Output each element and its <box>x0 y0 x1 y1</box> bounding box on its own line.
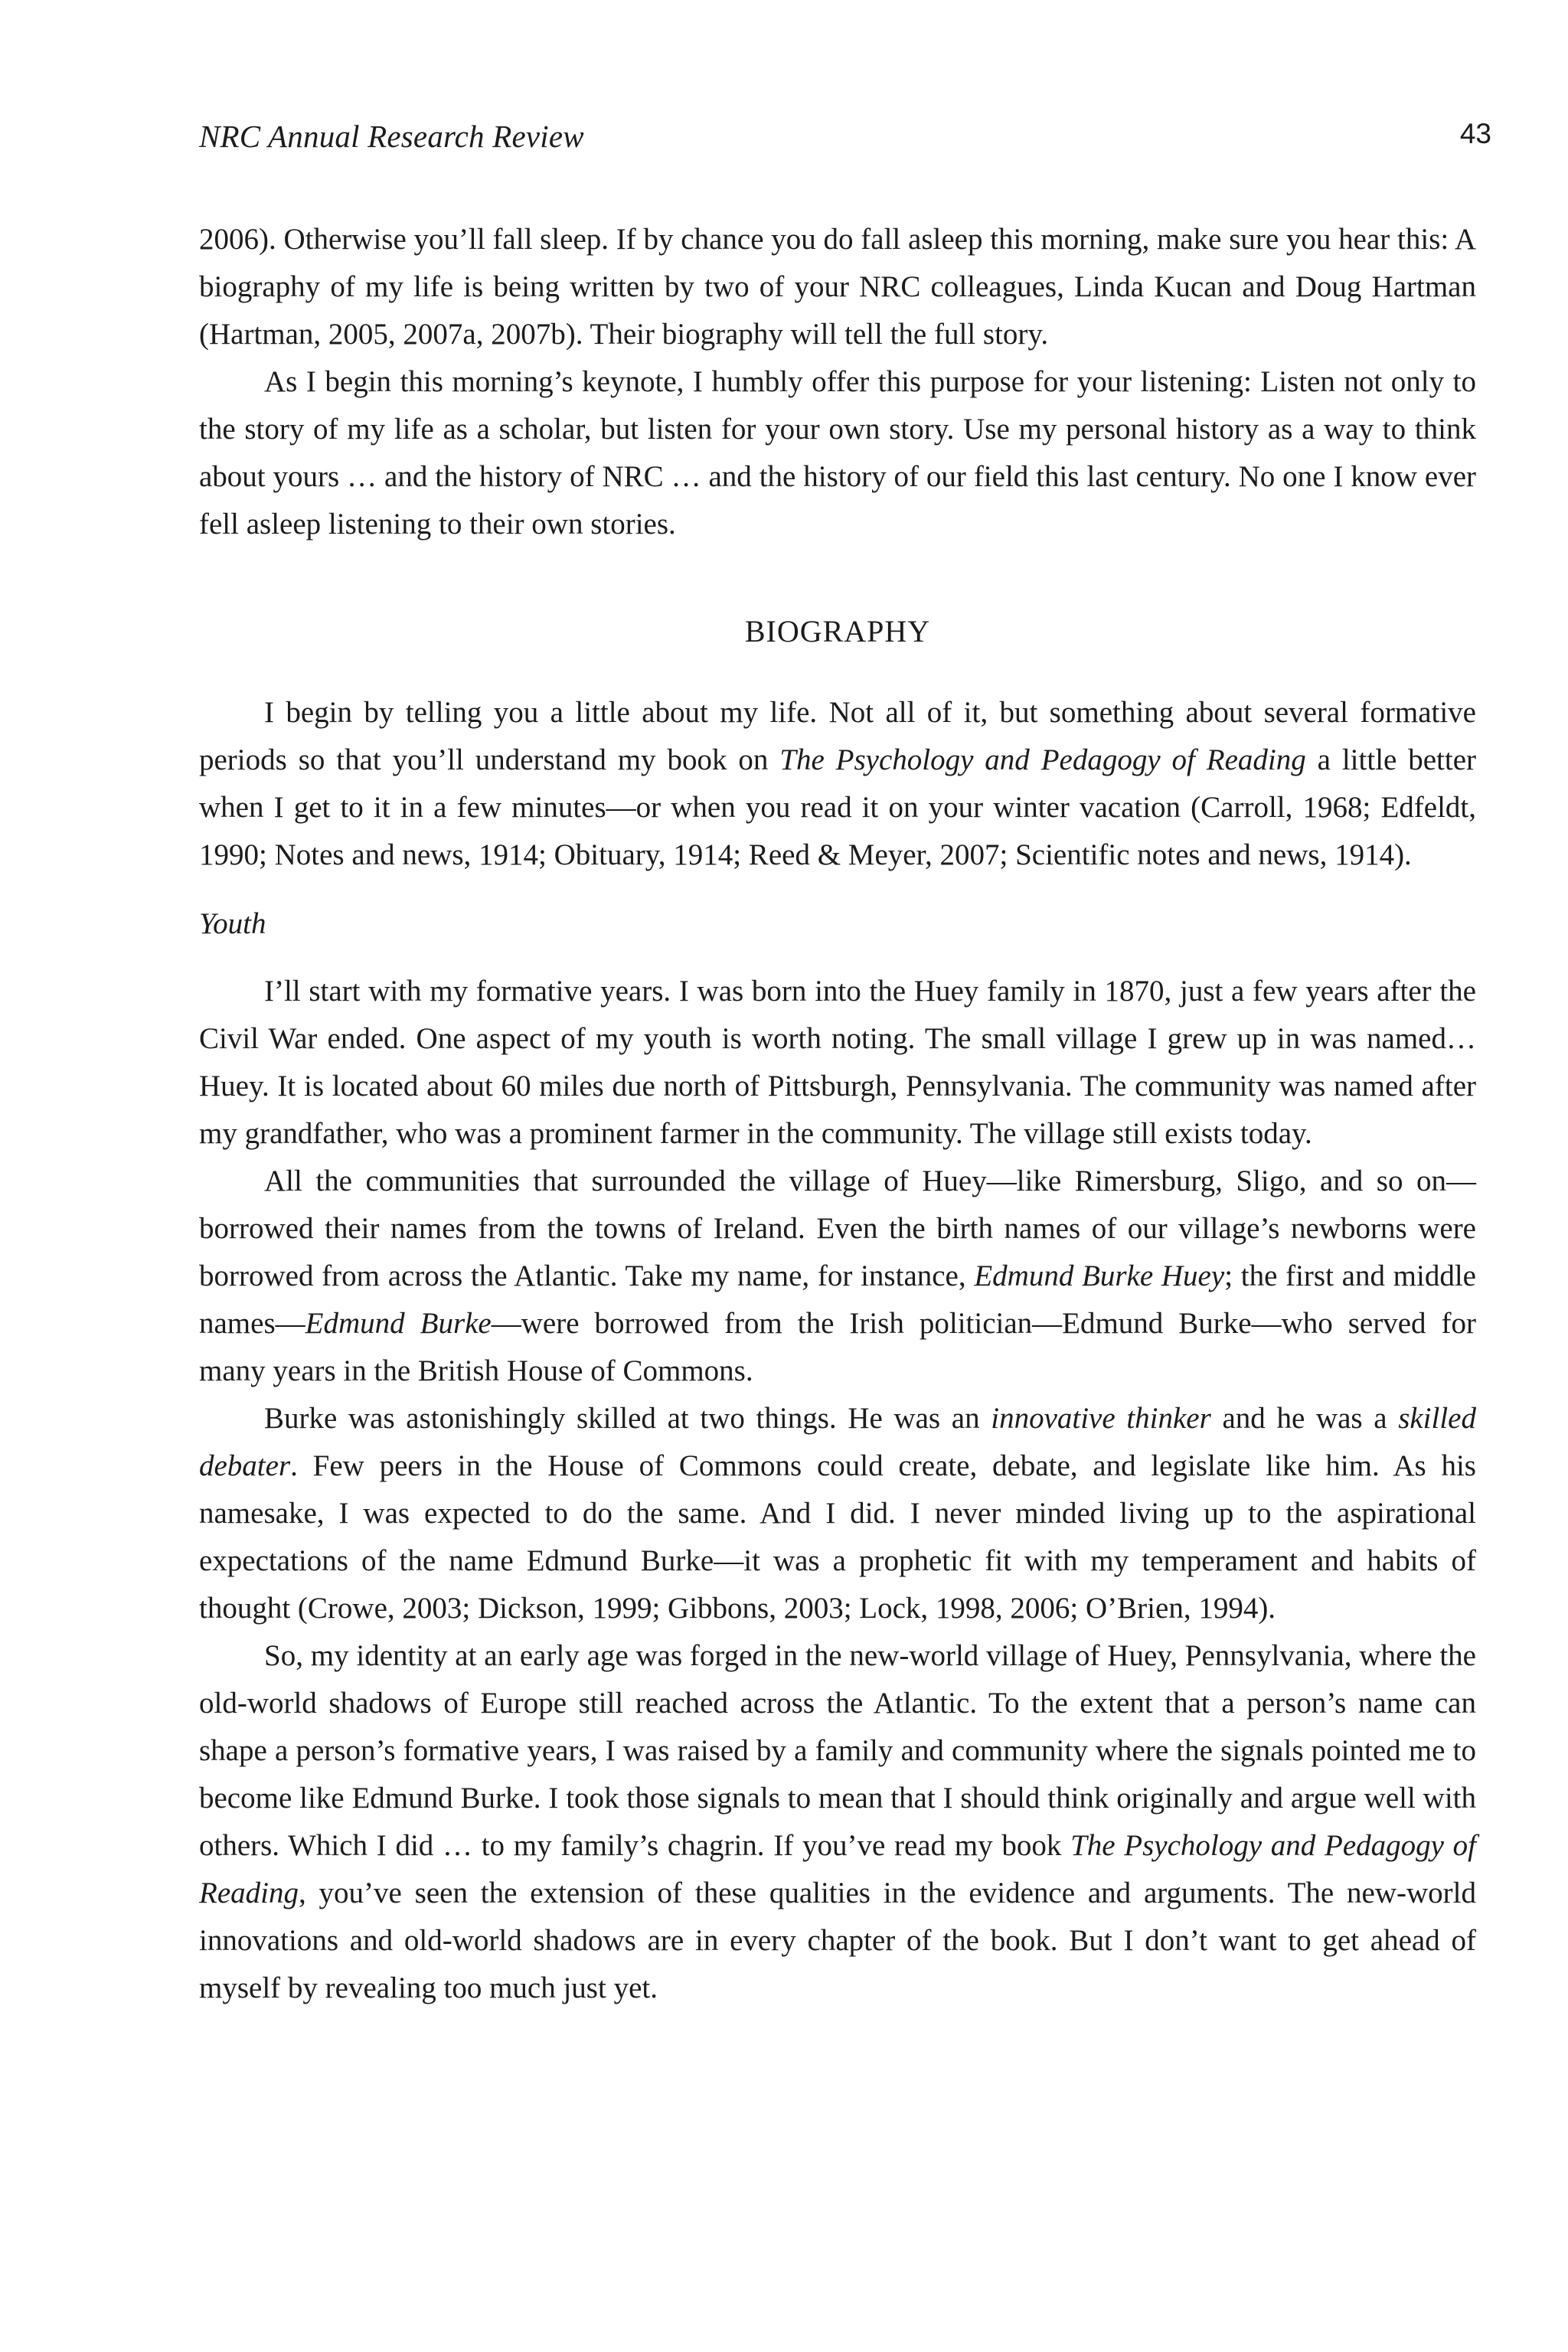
youth-p3-text-a: Burke was astonishingly skilled at two things. He was an <box>264 1402 991 1435</box>
biography-paragraph-1 <box>199 689 1476 879</box>
youth-p2-text-b: ; the first and middle names— <box>199 1259 1476 1340</box>
subheading-youth: Youth <box>199 907 266 940</box>
youth-p4-text-b: , you’ve seen the extension of these qualities in the evidence and arguments. The new-world innovations and old-world shadows are in every chapter of the book. But I don’t want to get ahead of myself by revealing too much just yet. <box>199 1877 1476 2004</box>
book-title: The Psychology and Pedagogy of Reading <box>779 743 1306 776</box>
youth-paragraph-2 <box>199 1158 1476 1395</box>
youth-p3-text-c: . Few peers in the House of Commons could create, debate, and legislate like him. As his namesake, I was expected to do the same. And I did. I never minded living up to the aspirational expectations of the name Edmund Burke—it was a prophetic fit with my temperament and habits of thought (Crowe, 2003; Dickson, 1999; Gibbons, 2003; Lock, 1998, 2006; O’Brien, 1994). <box>199 1449 1476 1625</box>
youth-p3-text-b: and he was a <box>1210 1402 1399 1435</box>
journal-title: NRC Annual Research Review <box>199 119 584 154</box>
youth-paragraph-1: I’ll start with my formative years. I was born into the Huey family in 1870, just a few years after the Civil War ended. One aspect of my youth is worth noting. The small village I grew up in was named…Huey. It is located about 60 miles due north of Pittsburgh, Pennsylvania. The community was named after my grandfather, who was a prominent farmer in the community. The village still exists today. <box>199 975 1476 1150</box>
intro-paragraph-2: As I begin this morning’s keynote, I humbly offer this purpose for your listening: Listen not only to the story of my life as a scholar, but listen for your own story. Use my personal history as a way to think about yours … and the history of NRC … and the history of our field this last century. No one I know ever fell asleep listening to their own stories. <box>199 365 1476 541</box>
youth-p2-text-a: All the communities that surrounded the village of Huey—like Rimersburg, Sligo, and so on—borrowed their names from the towns of Ireland. Even the birth names of our village’s newborns were borrowed from across the Atlantic. Take my name, for instance, <box>199 1165 1476 1292</box>
intro-paragraph-1: 2006). Otherwise you’ll fall sleep. If by chance you do fall asleep this morning, make sure you hear this: A biography of my life is being written by two of your NRC colleagues, Linda Kucan and Doug Hartman (Hartman, 2005, 2007a, 2007b). Their biography will tell the full story. <box>199 223 1476 351</box>
biography-p1-text-b: a little better when I get to it in a few minutes—or when you read it on your winter vacation (Carroll, 1968; Edfeldt, 1990; Notes and news, 1914; Obituary, 1914; Reed & Meyer, 2007; Scientific notes and news, 1914). <box>199 743 1477 871</box>
youth-paragraph-3 <box>199 1395 1476 1632</box>
running-head <box>199 113 1491 167</box>
book-title-2: The Psychology and Pedagogy of Reading <box>199 1829 1477 1909</box>
youth-p4-text-a: So, my identity at an early age was forged in the new-world village of Huey, Pennsylvania, where the old-world shadows of Europe still reached across the Atlantic. To the extent that a person’s name can shape a person’s formative years, I was raised by a family and community where the signals pointed me to become like Edmund Burke. I took those signals to mean that I should think originally and argue well with others. Which I did … to my family’s chagrin. If you’ve read my book <box>199 1639 1476 1862</box>
emphasis-skilled-debater: skilled debater <box>199 1402 1476 1482</box>
page-number: 43 <box>1459 118 1491 149</box>
full-name: Edmund Burke Huey <box>974 1259 1225 1292</box>
emphasis-innovative-thinker: innovative thinker <box>991 1402 1211 1435</box>
section-heading-biography: BIOGRAPHY <box>744 614 931 648</box>
biography-p1-text-a: I begin by telling you a little about my life. Not all of it, but something about several formative periods so that you’ll understand my book on <box>199 696 1476 776</box>
article-body <box>199 216 1476 2012</box>
youth-p2-text-c: —were borrowed from the Irish politician—Edmund Burke—who served for many years in the British House of Commons. <box>199 1307 1477 1387</box>
page <box>199 113 1491 2012</box>
youth-paragraph-4 <box>199 1632 1476 2012</box>
first-middle-name: Edmund Burke <box>305 1307 492 1340</box>
